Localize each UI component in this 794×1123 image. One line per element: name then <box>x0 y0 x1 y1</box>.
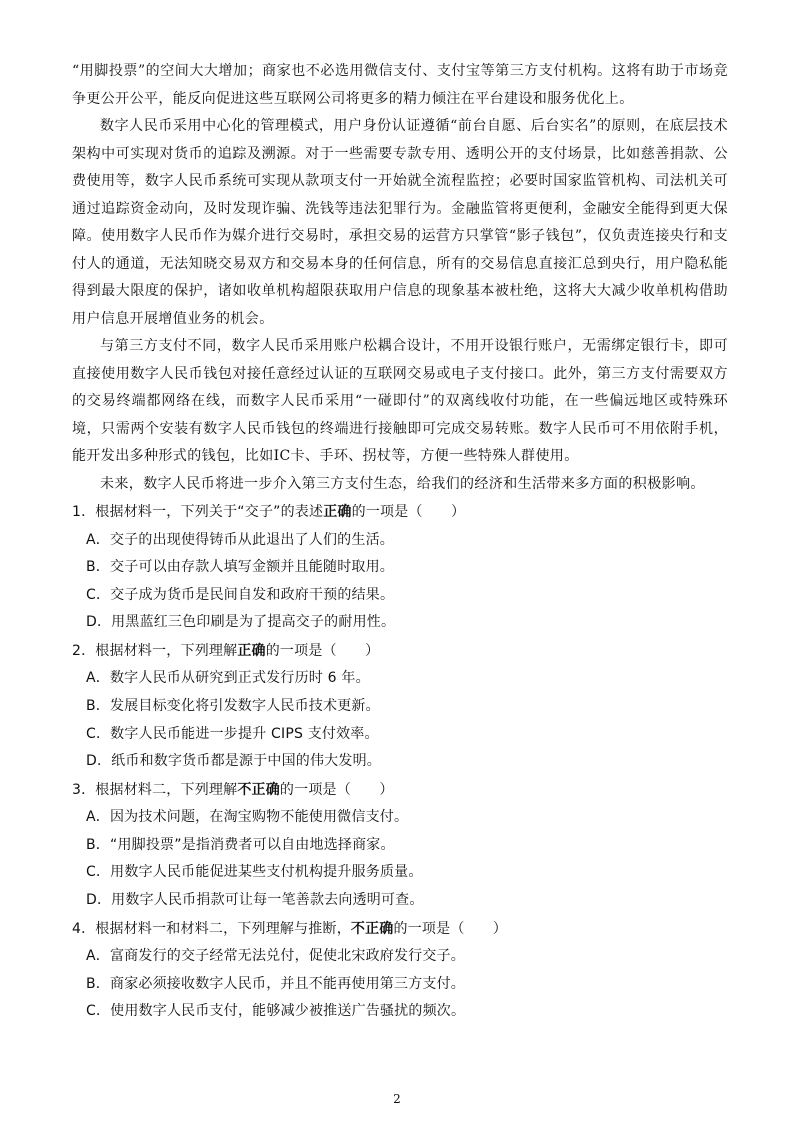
stem-emphasis: 正确 <box>323 504 352 520</box>
question-1 <box>72 499 728 637</box>
stem-text: 3．根据材料二，下列理解 <box>72 781 238 798</box>
stem-text: 4．根据材料一和材料二，下列理解与推断， <box>72 920 351 937</box>
question-stem <box>72 777 728 805</box>
stem-text: 的一项是（ ） <box>279 781 394 798</box>
option-d: D．纸币和数字货币都是源于中国的伟大发明。 <box>86 753 381 770</box>
option-a: A．因为技术问题，在淘宝购物不能使用微信支付。 <box>86 809 409 826</box>
option-a: A．交子的出现使得铸币从此退出了人们的生活。 <box>86 531 394 548</box>
option-a: A．富商发行的交子经常无法兑付，促使北宋政府发行交子。 <box>86 948 465 965</box>
stem-text: 的一项是（ ） <box>351 504 466 520</box>
page-number: 2 <box>393 1092 401 1106</box>
passage-paragraph: 与第三方支付不同，数字人民币采用账户松耦合设计，不用开设银行账户，无需绑定银行卡，即可直接使用数字人民币钱包对接任意经过认证的互联网交易或电子支付接口。此外，第三方支付需要双方的交易终端都网络在线，而数字人民币采用“一碰即付”的双离线收付功能，在一些偏远地区或特殊环境，只需两个安装有数字人民币钱包的终端进行接触即可完成交易转账。数字人民币可不用依附手机，能开发出多种形式的钱包，比如IC卡、手环、拐杖等，方便一些特殊人群使用。 <box>72 338 728 464</box>
question-4 <box>72 916 728 1026</box>
question-2 <box>72 638 728 776</box>
passage-paragraph: 数字人民币采用中心化的管理模式，用户身份认证遵循“前台自愿、后台实名”的原则，在底层技术架构中可实现对货币的追踪及溯源。对于一些需要专款专用、透明公开的支付场景，比如慈善捐款、公费使用等，数字人民币系统可实现从款项支付一开始就全流程监控；必要时国家监管机构、司法机关可通过追踪资金动向，及时发现诈骗、洗钱等违法犯罪行为。金融监管将更便利，金融安全能得到更大保障。使用数字人民币作为媒介进行交易时，承担交易的运营方只掌管“影子钱包”，仅负责连接央行和支付人的通道，无法知晓交易双方和交易本身的任何信息，所有的交易信息直接汇总到央行，用户隐私能得到最大限度的保护，诸如收单机构超限获取用户信息的现象基本被杜绝，这将大大减少收单机构借助用户信息开展增值业务的机会。 <box>72 118 728 327</box>
passage-paragraph: 未来，数字人民币将进一步介入第三方支付生态，给我们的经济和生活带来多方面的积极影响。 <box>100 475 705 492</box>
stem-emphasis: 不正确 <box>350 920 394 937</box>
option-d: D．用黑蓝红三色印刷是为了提高交子的耐用性。 <box>86 614 396 631</box>
stem-text: 的一项是（ ） <box>393 920 508 937</box>
option-b: B．“用脚投票”是指消费者可以自由地选择商家。 <box>86 836 395 853</box>
option-c: C．使用数字人民币支付，能够减少被推送广告骚扰的频次。 <box>86 1003 466 1020</box>
document-page <box>72 58 728 1026</box>
question-stem <box>72 916 728 944</box>
option-a: A．数字人民币从研究到正式发行历时 6 年。 <box>86 670 370 687</box>
option-b: B．发展目标变化将引发数字人民币技术更新。 <box>86 697 380 714</box>
stem-text: 2．根据材料一，下列理解 <box>72 642 238 659</box>
stem-emphasis: 不正确 <box>237 781 280 798</box>
option-d: D．用数字人民币捐款可让每一笔善款去向透明可查。 <box>86 892 424 909</box>
stem-emphasis: 正确 <box>237 642 266 659</box>
reading-passage <box>72 58 728 498</box>
passage-paragraph: “用脚投票”的空间大大增加；商家也不必选用微信支付、支付宝等第三方支付机构。这将有助于市场竞争更公开公平，能反向促进这些互联网公司将更多的精力倾注在平台建设和服务优化上。 <box>72 63 728 107</box>
option-b: B．交子可以由存款人填写金额并且能随时取用。 <box>86 559 395 576</box>
question-stem <box>72 499 728 527</box>
question-stem <box>72 638 728 666</box>
option-c: C．数字人民币能进一步提升 CIPS 支付效率。 <box>86 725 379 742</box>
option-c: C．交子成为货币是民间自发和政府干预的结果。 <box>86 586 395 603</box>
question-3 <box>72 777 728 915</box>
stem-text: 1．根据材料一，下列关于“交子”的表述 <box>72 504 324 520</box>
stem-text: 的一项是（ ） <box>265 642 380 659</box>
option-b: B．商家必须接收数字人民币，并且不能再使用第三方支付。 <box>86 975 466 992</box>
option-c: C．用数字人民币能促进某些支付机构提升服务质量。 <box>86 864 423 881</box>
